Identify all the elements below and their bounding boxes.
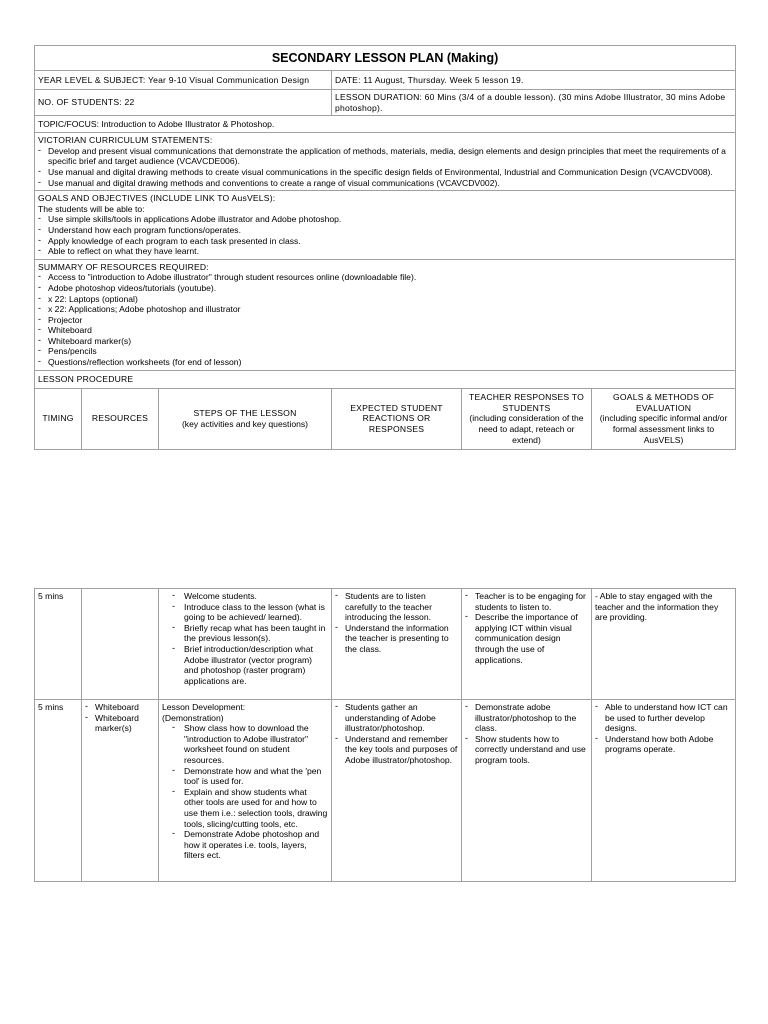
list-item: - Demonstrate Adobe photoshop and how it operates i.e. tools, layers, filters ect. <box>172 829 328 861</box>
row-goals <box>592 700 736 882</box>
row-expected <box>332 589 462 700</box>
col-goals <box>592 388 736 449</box>
students-field: NO. OF STUDENTS: 22 <box>35 90 332 116</box>
list-item: - Whiteboard marker(s) <box>85 713 155 734</box>
list-item: - Demonstrate adobe illustrator/photoshop to the class. <box>465 702 588 734</box>
row-expected <box>332 700 462 882</box>
list-item: - Whiteboard <box>85 702 155 713</box>
list-item: - Able to reflect on what they have learnt. <box>38 246 732 257</box>
list-item: - x 22: Laptops (optional) <box>38 294 732 305</box>
col-resources: RESOURCES <box>82 388 159 449</box>
list-item: - Describe the importance of applying ICT within visual communication design through the use of applications. <box>465 612 588 665</box>
page-title: SECONDARY LESSON PLAN (Making) <box>35 46 736 71</box>
list-item: - Pens/pencils <box>38 346 732 357</box>
list-item: - Understand how each program functions/operates. <box>38 225 732 236</box>
duration-field: LESSON DURATION: 60 Mins (3/4 of a double lesson). (30 mins Adobe Illustrator, 30 mins Adobe photoshop). <box>332 90 736 116</box>
curriculum-heading: VICTORIAN CURRICULUM STATEMENTS: <box>38 135 213 146</box>
list-item: - x 22: Applications; Adobe photoshop and illustrator <box>38 304 732 315</box>
list-item: - Students are to listen carefully to the teacher introducing the lesson. <box>335 591 458 623</box>
list-item: - Whiteboard marker(s) <box>38 336 732 347</box>
curriculum-section <box>35 133 736 191</box>
list-item: - Questions/reflection worksheets (for end of lesson) <box>38 357 732 368</box>
list-item: - Teacher is to be engaging for students to listen to. <box>465 591 588 612</box>
row-resources <box>82 700 159 882</box>
date-field: DATE: 11 August, Thursday. Week 5 lesson 19. <box>332 71 736 90</box>
goals-list <box>38 214 732 256</box>
goals-section <box>35 191 736 260</box>
col-steps <box>159 388 332 449</box>
list-item: - Use simple skills/tools in applications Adobe illustrator and Adobe photoshop. <box>38 214 732 225</box>
col-steps-sub: (key activities and key questions) <box>181 418 309 429</box>
procedure-label: LESSON PROCEDURE <box>35 370 736 388</box>
year-level-field: YEAR LEVEL & SUBJECT: Year 9-10 Visual Communication Design <box>35 71 332 90</box>
lesson-plan-header-table <box>34 45 736 450</box>
col-goals-title: GOALS & METHODS OF EVALUATION <box>613 392 715 413</box>
list-item: - Welcome students. <box>172 591 328 602</box>
curriculum-list <box>38 146 732 188</box>
lesson-procedure-table <box>34 588 736 882</box>
topic-field: TOPIC/FOCUS: Introduction to Adobe Illustrator & Photoshop. <box>35 116 736 133</box>
list-item: - Show students how to correctly understand and use program tools. <box>465 734 588 766</box>
list-item: - Projector <box>38 315 732 326</box>
list-item: - Show class how to download the "introduction to Adobe illustrator" worksheet found on student resources. <box>172 723 328 765</box>
row-goals <box>592 589 736 700</box>
resources-heading: SUMMARY OF RESOURCES REQUIRED: <box>38 261 209 272</box>
list-item: - Understand how both Adobe programs operate. <box>595 734 732 755</box>
list-item: - Introduce class to the lesson (what is going to be achieved/ learned). <box>172 602 328 623</box>
col-teacher-title: TEACHER RESPONSES TO STUDENTS <box>469 392 584 413</box>
list-item: - Use manual and digital drawing methods and conventions to create a range of visual communications (VCAVCDV002). <box>38 178 732 189</box>
list-item: - Students gather an understanding of Adobe illustrator/photoshop. <box>335 702 458 734</box>
row-steps <box>159 700 332 882</box>
resources-section <box>35 259 736 370</box>
row-teacher <box>462 700 592 882</box>
list-item: - Demonstrate how and what the 'pen tool' is used for. <box>172 766 328 787</box>
goals-heading: GOALS AND OBJECTIVES (INCLUDE LINK TO AusVELS): <box>38 193 276 204</box>
col-teacher <box>462 388 592 449</box>
list-item: - Adobe photoshop videos/tutorials (youtube). <box>38 283 732 294</box>
list-item: - Use manual and digital drawing methods to create visual communications in the specific design fields of Environmental, Industrial and Communication Design (VCAVCDV008). <box>38 167 732 178</box>
list-item: - Understand and remember the key tools and purposes of Adobe illustrator/photoshop. <box>335 734 458 766</box>
goals-intro: The students will be able to: <box>38 203 145 214</box>
col-steps-title: STEPS OF THE LESSON <box>193 408 297 419</box>
resources-list <box>38 272 732 367</box>
table-row <box>35 589 736 700</box>
list-item: - Explain and show students what other tools are used for and how to use them i.e.: selection tools, drawing tools, slicing/cutting tools, etc. <box>172 787 328 829</box>
list-item: - Briefly recap what has been taught in the previous lesson(s). <box>172 623 328 644</box>
list-item: - Understand the information the teacher is presenting to the class. <box>335 623 458 655</box>
list-item: - Able to understand how ICT can be used to further develop designs. <box>595 702 732 734</box>
row-timing: 5 mins <box>35 700 82 882</box>
list-item: - Develop and present visual communications that demonstrate the application of methods, materials, media, design elements and design principles that meet the requirements of a specific brief and target audience (VCAVCDE006). <box>38 146 732 167</box>
list-item: - Access to "introduction to Adobe illustrator" through student resources online (downloadable file). <box>38 272 732 283</box>
table-row <box>35 700 736 882</box>
row-teacher <box>462 589 592 700</box>
list-item: - Apply knowledge of each program to each task presented in class. <box>38 236 732 247</box>
row-resources <box>82 589 159 700</box>
row-steps-extra: (Demonstration) <box>162 712 224 723</box>
col-goals-sub: (including specific informal and/or formal assessment links to AusVELS) <box>599 413 728 445</box>
list-item: - Whiteboard <box>38 325 732 336</box>
col-timing: TIMING <box>35 388 82 449</box>
row-steps <box>159 589 332 700</box>
row-steps-intro: Lesson Development: <box>162 702 246 712</box>
col-teacher-sub: (including consideration of the need to adapt, reteach or extend) <box>469 413 584 445</box>
row-goals-text: - Able to stay engaged with the teacher and the information they are providing. <box>595 591 719 623</box>
list-item: - Brief introduction/description what Adobe illustrator (vector program) and photoshop (raster program) applications are. <box>172 644 328 686</box>
row-timing: 5 mins <box>35 589 82 700</box>
col-expected: EXPECTED STUDENT REACTIONS OR RESPONSES <box>332 388 462 449</box>
